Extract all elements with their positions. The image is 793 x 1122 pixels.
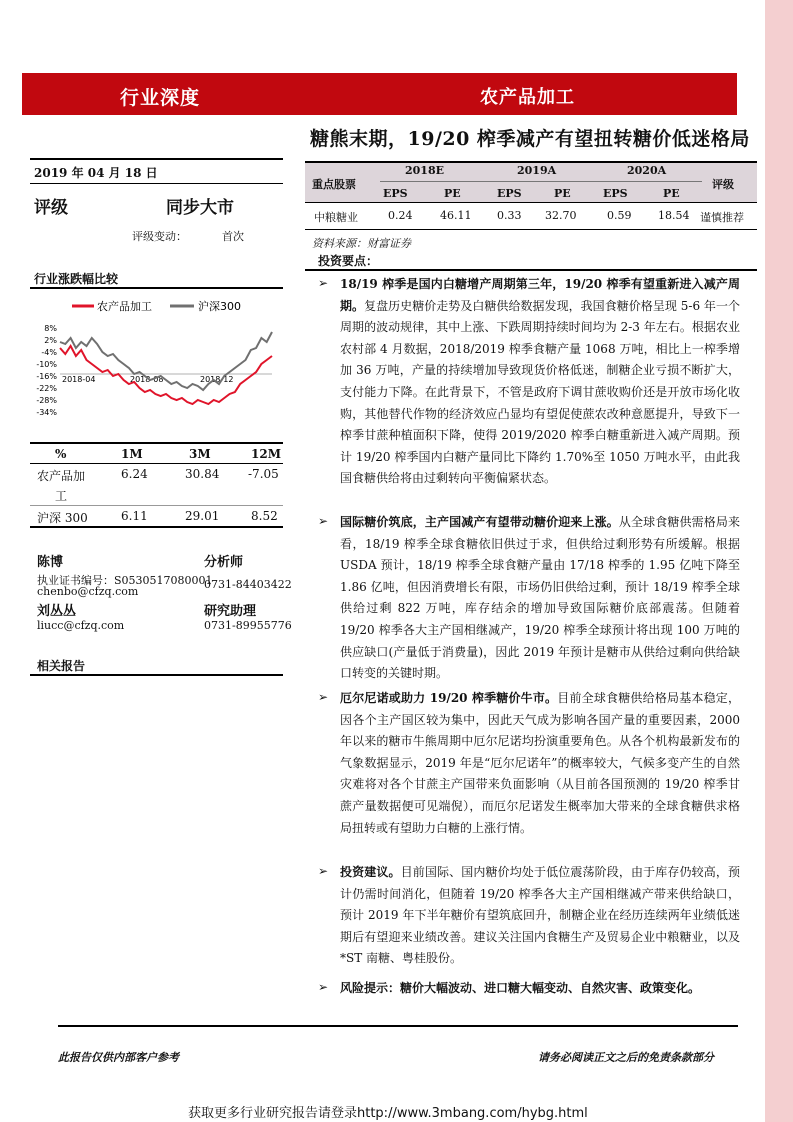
stock-rating-label: 评级 [712, 178, 734, 191]
assistant-name: 刘丛丛 [37, 604, 77, 619]
assistant-role: 研究助理 [204, 604, 257, 619]
stock-year-2020a: 2020A [627, 164, 667, 177]
analyst-cert: 执业证书编号：S0530517080001 [37, 574, 213, 587]
stock-row-pe-2019: 32.70 [545, 209, 577, 222]
point-4-lead: 投资建议。 [340, 865, 401, 879]
point-1 [340, 274, 740, 490]
point-4-text: 目前国际、国内糖价均处于低位震荡阶段，由于库存仍较高，预计仍需时间消化，但随着 19/20 榨季各大主产国相继减产带来供给缺口，预计 2019 年下半年糖价有望筑底回升，制糖企业在经历连续两年业绩低迷期后有望迎来业绩改善。建议关注国内食糖生产及贸易企业中粮糖业，以及*ST 南糖、粤桂股份。 [340, 865, 740, 966]
stock-year-2018e: 2018E [405, 164, 444, 177]
perf-row-agri-12m: -7.05 [248, 467, 279, 481]
footer-right-note: 请务必阅读正文之后的免责条款部分 [538, 1051, 714, 1064]
perf-header-3m: 3M [189, 447, 211, 461]
report-type-label: 行业深度 [120, 87, 201, 109]
stock-row-rating: 谨慎推荐 [700, 211, 744, 224]
related-reports-title: 相关报告 [37, 659, 86, 673]
bullet-icon: ➢ [318, 864, 329, 878]
point-3-text: 目前全球食糖供给格局基本稳定，因各个主产国区较为集中，因此天气成为影响各国产量的重要因素，2000 年以来的糖市牛熊周期中厄尔尼诺均扮演重要角色。从各个机构最新发布的气象数据显示，2019 年是“厄尔尼诺年”的概率较大，气候多变产生的自然灾难将对各个甘蔗主产国带来负面影响（从目前各国预测的 19/20 榨季甘蔗产量数据便可见端倪），而厄尔尼诺发生概率加大带来的全球食糖供求格局扭转或有望助力白糖的上涨行情。 [340, 691, 740, 835]
y-tick-label: -34% [36, 408, 57, 417]
x-tick-label: 2018-04 [62, 375, 96, 384]
perf-header-rule [30, 463, 283, 464]
point-5-lead: 风险提示：糖价大幅波动、进口糖大幅变动、自然灾害、政策变化。 [340, 981, 701, 995]
stock-year-rule [380, 181, 702, 182]
stock-col-pe-2019: PE [554, 187, 571, 200]
rating-change-value: 首次 [222, 230, 244, 243]
stock-table-top-rule [305, 161, 757, 163]
analyst-phone: 0731-84403422 [204, 578, 292, 591]
x-tick-label: 2018-12 [200, 375, 234, 384]
y-tick-label: -16% [36, 372, 57, 381]
side-decor-bar [765, 0, 793, 1122]
stock-col-eps-2019: EPS [497, 187, 522, 200]
perf-header-12m: 12M [251, 447, 281, 461]
perf-row-agri-1m: 6.24 [121, 467, 148, 481]
stock-year-2019a: 2019A [517, 164, 557, 177]
bullet-icon: ➢ [318, 276, 329, 290]
y-tick-label: -28% [36, 396, 57, 405]
stock-col-pe-2018: PE [444, 187, 461, 200]
bullet-icon: ➢ [318, 980, 329, 994]
rating-value: 同步大市 [166, 198, 234, 218]
stock-table-bottom-rule [305, 229, 757, 230]
y-tick-label: -4% [41, 348, 57, 357]
perf-row-agri-name: 农产品加 [37, 469, 86, 483]
stock-row-eps-2018: 0.24 [388, 209, 413, 222]
perf-row-agri-3m: 30.84 [185, 467, 220, 481]
point-1-lead: 18/19 榨季是国内白糖增产周期第三年，19/20 榨季有望重新进入减产周期。 [340, 277, 740, 313]
rating-label: 评级 [34, 198, 68, 218]
perf-header-1m: 1M [121, 447, 143, 461]
stock-col-pe-2020: PE [663, 187, 680, 200]
point-2 [340, 512, 740, 685]
perf-row-rule [30, 505, 283, 506]
y-tick-label: -10% [36, 360, 57, 369]
analyst-name: 陈博 [37, 555, 64, 570]
stock-row-eps-2019: 0.33 [497, 209, 522, 222]
sidebar-top-rule [30, 158, 283, 160]
industry-label: 农产品加工 [480, 87, 575, 108]
y-tick-label: -22% [36, 384, 57, 393]
point-3 [340, 688, 740, 839]
performance-chart [30, 294, 280, 424]
point-2-text: 从全球食糖供需格局来看，18/19 榨季全球食糖依旧供过于求，但供给过剩形势有所缓解。根据 USDA 预计，18/19 榨季全球食糖产量由 17/18 榨季的 1.95 亿吨下降至 1.86 亿吨，但因消费增长有限，市场仍旧供给过剩，预计 18/19 榨季全球供给过剩 822 万吨，库存结余的增加导致国际糖价底部震荡。但随着 19/20 榨季各大主产国相继减产，19/20 榨季全球预计将出现 100 万吨的供应缺口(产量低于消费量)，因此 2019 年预计是糖市从供给过剩向供给缺口转变的关键时期。 [340, 515, 740, 681]
perf-row-hs300-12m: 8.52 [251, 509, 278, 523]
point-5 [340, 978, 740, 1000]
points-title-rule [305, 269, 757, 271]
chart-y-ticks [36, 324, 57, 417]
point-2-lead: 国际糖价筑底，主产国减产有望带动糖价迎来上涨。 [340, 515, 619, 529]
footer-rule [58, 1025, 738, 1027]
analyst-email[interactable]: chenbo@cfzq.com [37, 585, 139, 598]
footer-download-link[interactable]: 获取更多行业研究报告请登录http://www.3mbang.com/hybg.html [188, 1106, 588, 1121]
stock-row-name: 中粮糖业 [314, 211, 358, 224]
legend-label-agri: 农产品加工 [97, 300, 152, 313]
assistant-email[interactable]: liucc@cfzq.com [37, 619, 125, 632]
stock-source: 资料来源：财富证券 [312, 237, 411, 250]
stock-row-pe-2018: 46.11 [440, 209, 472, 222]
report-title: 糖熊末期，19/20 榨季减产有望扭转糖价低迷格局 [310, 128, 750, 150]
analyst-role: 分析师 [204, 555, 244, 570]
stock-row-eps-2020: 0.59 [607, 209, 632, 222]
perf-row-hs300-name: 沪深 300 [37, 511, 88, 525]
point-4 [340, 862, 740, 970]
compare-rule [30, 287, 283, 289]
perf-header-pct: % [55, 447, 67, 461]
point-1-text: 复盘历史糖价走势及白糖供给数据发现，我国食糖价格呈现 5-6 年一个周期的波动规律，其中上涨、下跌周期持续时间均为 2-3 年左右。根据农业农村部 4 月数据，2018/2019 榨季食糖产量 1068 万吨，相比上一榨季增加 36 万吨，产量的持续增加导致现货价格低迷，制糖企业亏损不断扩大，支付能力下降。在此背景下，不管是政府下调甘蔗收购价还是开放市场化收购，其他替代作物的经济效应凸显均有望促使蔗农改种意愿提升，导致下一榨季甘蔗种植面积下降，使得 2019/2020 榨季白糖重新进入减产周期。预计 19/20 榨季国内白糖产量同比下降约 1.70%至 1050 万吨水平，由此我国食糖供给将由过剩转向平衡偏紧状态。 [340, 298, 740, 486]
bullet-icon: ➢ [318, 690, 329, 704]
chart-x-ticks [62, 375, 233, 384]
perf-row-hs300-1m: 6.11 [121, 509, 148, 523]
points-title: 投资要点： [318, 254, 379, 268]
x-tick-label: 2018-08 [130, 375, 164, 384]
y-tick-label: 2% [44, 336, 57, 345]
stock-header-rule [305, 202, 757, 203]
point-3-lead: 厄尔尼诺或助力 19/20 榨季糖价牛市。 [340, 691, 558, 705]
perf-table-top-rule [30, 442, 283, 444]
y-tick-label: 8% [44, 324, 57, 333]
perf-row-hs300-3m: 29.01 [185, 509, 220, 523]
compare-title: 行业涨跌幅比较 [34, 272, 119, 286]
footer-left-note: 此报告仅供内部客户参考 [58, 1051, 179, 1064]
assistant-phone: 0731-89955776 [204, 619, 292, 632]
related-rule [30, 674, 283, 676]
legend-label-hs300: 沪深300 [198, 300, 241, 313]
stock-row-pe-2020: 18.54 [658, 209, 690, 222]
date-rule [30, 183, 283, 184]
rating-change-label: 评级变动： [132, 230, 187, 243]
report-date: 2019 年 04 月 18 日 [34, 166, 158, 180]
stock-col-eps-2018: EPS [383, 187, 408, 200]
bullet-icon: ➢ [318, 514, 329, 528]
perf-table-bottom-rule [30, 526, 283, 528]
perf-row-agri-name-cont: 工 [55, 489, 68, 503]
stock-col-eps-2020: EPS [603, 187, 628, 200]
stock-key-label: 重点股票 [312, 178, 356, 191]
